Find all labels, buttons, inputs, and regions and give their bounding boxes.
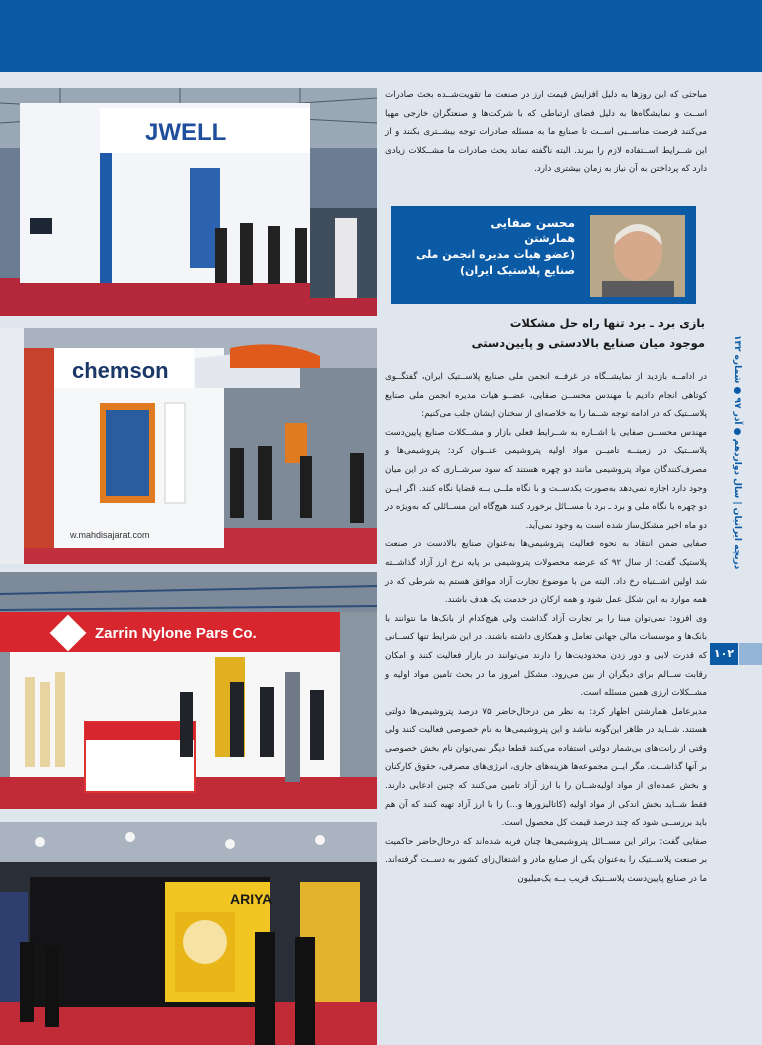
booth-brand-chemson: chemson: [72, 358, 169, 383]
page-number: ۱۰۲: [710, 643, 738, 665]
headline-line-2: موجود میان صنایع بالادستی و پایین‌دستی: [471, 336, 705, 350]
exhibition-photo-zarrin: [0, 572, 377, 809]
author-company: همارشتن: [524, 232, 575, 245]
booth-brand-jwell: JWELL: [145, 119, 227, 146]
body-paragraph: صفایی گفت: براثر این مســائل پتروشیمی‌ها چنان فربه شده‌اند که درحال‌حاضر حاکمیت بر صنعت پلاســتیک را به‌عنوان یکی از صنایع مادر و اشتغال‌زای کشور به دســت گرفته‌اند. ما در صنایع پایین‌دست پلاســتیک قریب بــه یک‌میلیون: [385, 836, 707, 885]
booth-brand-ariya: ARIYA: [230, 891, 273, 907]
header-bar: [0, 0, 762, 72]
author-position: (عضو هیات مدیره انجمن ملی: [415, 248, 575, 261]
page-number-accent: [739, 643, 762, 665]
article-intro: [385, 86, 707, 179]
author-box: [391, 206, 696, 304]
issue-tag: [712, 335, 752, 635]
booth-url: w.mahdisajarat.com: [70, 530, 150, 540]
exhibition-photo-jwell: [0, 88, 377, 316]
body-paragraph: صفایی ضمن انتقاد به نحوه فعالیت پتروشیمی‌ها به‌عنوان صنایع بالادست در صنعت پلاستیک گفت: از سال ۹۲ که عرضه محصولات پتروشیمی بر پایه نرخ ارز آزاد گذاشــته شد اولین اشــتباه رخ داد. البته من با موضوع تجارت آزاد موافق هستم به شرطی که در همه موارد به این شکل عمل شود و همه ارکان در خدمت یک هدف باشند.: [385, 539, 707, 606]
article-body: [385, 368, 707, 889]
intro-paragraph: مباحثی که این روزها به دلیل افزایش قیمت ارز در صنعت ما تقویت‌شــده بحث صادرات اســت و نمایشگاه‌ها به دلیل فضای ارتباطی که با شرکت‌ها و صنعتگران خارجی مهیا می‌کنند فرصت مناســبی اســت تا صنایع ما به مسئله صادرات توجه بیشــتری بکنند و از این شــرایط اســتفاده لازم را ببرند. البته ناگفته نماند بحث صادرات ما مشــکلات زیادی دارد که پرداختن به آن نیاز به زمان بیشتری دارد.: [385, 90, 707, 175]
body-paragraph: مدیرعامل همارشتن اظهار کرد: به نظر من درحال‌حاضر ۷۵ درصد پتروشیمی‌ها دولتی هستند. شــاید در ظاهر این‌گونه نباشد و این پتروشیمی‌ها به نام خصوصی فعالیت کنند ولی وقتی از رانت‌های بی‌شمار دولتی استفاده می‌کنند قطعا دیگر نمی‌توان نام بخش خصوصی بر آنها گذاشــت. مگر ایــن مجموعه‌ها هزینه‌های جاری، انرژی‌های مصرفی، حقوق کارکنان و بخش عمده‌ای از مواد اولیه‌شــان را با ارز آزاد تامین می‌کنند که چنین ادعایی دارند. فقط شــاید بخش اندکی از مواد اولیه (کاتالیزورها و...) را با ارز آزاد تهیه کنند که آن هم باید بررســی شود که چند درصد قیمت کل محصول است.: [385, 706, 707, 829]
body-paragraph: مهندس محســن صفایی با اشــاره به شــرایط فعلی بازار و مشــکلات صنایع پایین‌دست پلاســتیک در زمینــه تامیــن مواد اولیه پتروشیمی عنــوان کرد: پتروشیمی‌ها و مصرف‌کنندگان مواد پتروشیمی مانند دو چهره هستند که سود سرشــاری که در این میان وجود دارد اجازه نمی‌دهد به‌صورت یکدســت و با نگاه ملــی بــه قضایا نگاه کنند. اگر ایــن دو چهره با نگاه ملی و برد ـ برد با مســائل برخورد کنند هیچ‌گاه این مســائلی که به‌ویژه در دو ماه اخیر مشکل‌ساز شده است به وجود نمی‌آید.: [385, 427, 707, 531]
author-info: [400, 215, 575, 279]
headline-line-1: بازی برد ـ برد تنها راه حل مشکلات: [509, 316, 705, 330]
exhibition-photo-ariya: [0, 822, 377, 1045]
exhibition-photo-chemson: [0, 328, 377, 564]
issue-tag-text: دریچه ایرانیان | سال دوازدهم ● آذر ۹۷ ● شماره ۱۳۲: [732, 335, 742, 570]
author-portrait: [590, 215, 685, 297]
body-paragraph: وی افزود: نمی‌توان مبنا را بر تجارت آزاد گذاشت ولی هیچ‌کدام از بانک‌ها ما نتوانند با بانک‌ها و موسسات مالی جهانی تعامل و همکاری داشته باشند. در این شرایط تنها کســانی که قدرت لابی و دور زدن محدودیت‌ها را دارند می‌توانند در بازار فعالیت کنند و امکان رقابت ســالم برای دیگران از بین می‌رود. مشکل امروز ما در بحث تامین مواد اولیه و مشــکلات ارزی همین مسئله است.: [385, 613, 707, 699]
author-name: محسن صفایی: [490, 216, 575, 230]
author-organization: صنایع پلاستیک ایران): [459, 264, 575, 277]
article-headline: [420, 313, 705, 353]
body-paragraph: در ادامــه بازدید از نمایشــگاه در غرفــه انجمن ملی صنایع پلاســتیک ایران، گفتگــوی کوتاهی انجام دادیم با مهندس محســن صفایی، عضــو هیات مدیره انجمن ملی صنایع پلاســتیک که در ادامه توجه شــما را به خلاصه‌ای از سخنان ایشان جلب می‌کنیم:: [385, 372, 707, 420]
booth-brand-zarrin: Zarrin Nylone Pars Co.: [95, 625, 257, 642]
